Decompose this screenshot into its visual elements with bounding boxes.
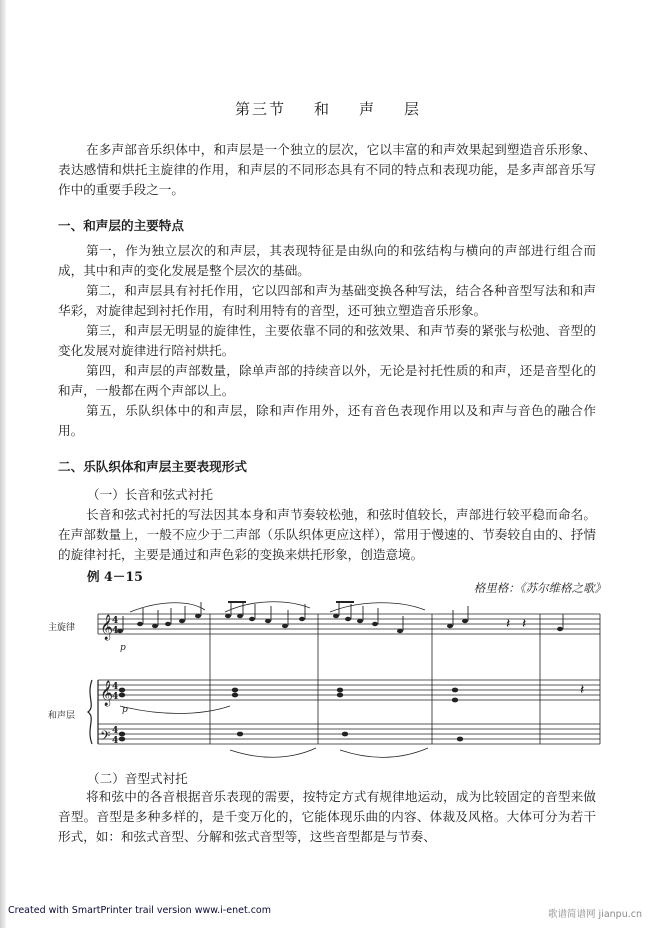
svg-text:p: p [122, 705, 128, 715]
s1-paragraph-5: 第五，乐队织体中的和声层，除和声作用外，还有音色表现作用以及和声与音色的融合作用。 [58, 403, 596, 438]
title-char-2: 声 [359, 100, 377, 118]
harmony-staff-upper [98, 680, 600, 700]
example-attribution: 格里格：《苏尔维格之歌》 [473, 581, 606, 595]
intro-paragraph: 在多声部音乐织体中，和声层是一个独立的层次，它以丰富的和声效果起到塑造音乐形象、表达感情和烘托主旋律的作用，和声层的不同形态具有不同的特点和表现功能，是多声部音乐写作中的重要手段之一。 [58, 142, 596, 197]
title-char-1: 和 [313, 100, 331, 118]
sub1-heading: （一）长音和弦式衬托 [87, 487, 213, 502]
harmony-staff-lower [98, 724, 600, 744]
sub2-paragraph: 将和弦中的各音根据音乐表现的需要，按特定方式有规律地运动，成为比较固定的音型来做音型。音型是多种多样的，是千变万化的，它能体现乐曲的内容、体裁及风格。大体可分为若干形式，如：和弦式音型、分解和弦式音型等，这些音型都是与节奏、 [58, 789, 596, 844]
section2-heading: 二、乐队织体和声层主要表现形式 [58, 459, 247, 474]
section1-heading: 一、和声层的主要特点 [58, 218, 184, 233]
title-part-section: 第三节 [234, 100, 286, 118]
example-label: 例 4－15 [87, 569, 143, 584]
s1-paragraph-1: 第一，作为独立层次的和声层，其表现特征是由纵向的和弦结构与横向的声部进行组合而成，其中和声的变化发展是整个层次的基础。 [58, 243, 596, 278]
staff-label-harmony: 和声层 [48, 711, 76, 721]
svg-text:𝄽: 𝄽 [580, 682, 585, 698]
svg-text:𝄽: 𝄽 [522, 616, 527, 632]
footer-watermark-right: 歌谱简谱网 jianpu.cn [548, 909, 642, 920]
s1-paragraph-2: 第二，和声层具有衬托作用，它以四部和声为基础变换各种写法，结合各种音型写法和和声华彩，对旋律起到衬托作用，有时利用特有的音型，还可独立塑造音乐形象。 [58, 283, 596, 318]
s1-paragraph-3: 第三，和声层无明显的旋律性，主要依靠不同的和弦效果、和声节奏的紧张与松弛、音型的变化发展对旋律进行陪衬烘托。 [58, 323, 596, 358]
sub1-paragraph: 长音和弦式衬托的写法因其本身和声节奏较松弛，和弦时值较长，声部进行较平稳而命名。在声部数量上，一般不应少于二声部（乐队织体更应这样），常用于慢速的、节奏较自由的、抒情的旋律衬托，主要是通过和声色彩的变换来烘托形象，创造意境。 [58, 507, 596, 562]
s1-paragraph-4: 第四，和声层的声部数量，除单声部的持续音以外，无论是衬托性质的和声，还是音型化的和声，一般都在两个声部以上。 [58, 363, 596, 398]
svg-text:𝄢: 𝄢 [100, 728, 111, 747]
svg-text:4: 4 [112, 726, 119, 736]
svg-text:𝄞: 𝄞 [100, 615, 114, 640]
svg-text:𝄞: 𝄞 [100, 681, 114, 706]
svg-text:4: 4 [112, 692, 119, 702]
score-svg [40, 598, 610, 758]
svg-text:4: 4 [112, 626, 119, 636]
music-score [40, 598, 610, 758]
svg-text:4: 4 [112, 736, 119, 746]
svg-text:p: p [120, 643, 126, 653]
title-char-3: 层 [404, 100, 422, 118]
sub2-heading: （二）音型式衬托 [87, 771, 188, 786]
footer-watermark-left: Created with SmartPrinter trail version www.i-enet.com [8, 905, 271, 916]
svg-text:4: 4 [112, 616, 119, 626]
page-fold-shadow [0, 0, 6, 928]
staff-label-melody: 主旋律 [48, 623, 76, 633]
svg-text:𝄽: 𝄽 [506, 616, 511, 632]
svg-text:4: 4 [112, 682, 119, 692]
section-title [0, 98, 656, 119]
